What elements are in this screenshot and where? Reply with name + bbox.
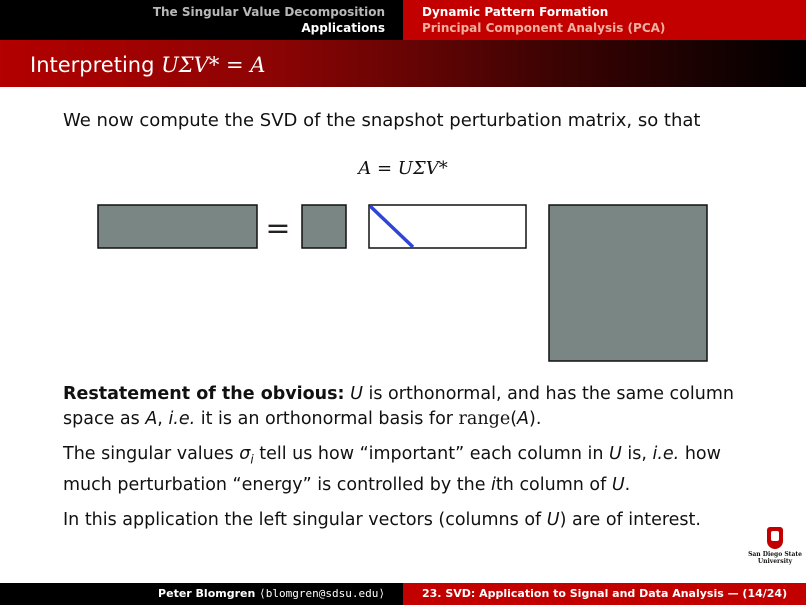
restatement-range: range [458,409,511,429]
footer-email: ⟨blomgren@sdsu.edu⟩ [259,587,385,600]
restatement-text-1: is orthonormal, and has the same column space as [63,384,734,429]
application-u: U [546,509,560,530]
singular-text-5: th column of [495,474,612,495]
university-name-line2: University [757,558,793,565]
university-name-line1: San Diego State [748,551,802,558]
singular-sigma: σ [239,444,251,464]
matrix-u-block [302,205,346,248]
restatement-bold: Restatement of the obvious: [63,384,345,404]
restatement-text-4: ( [510,409,518,429]
footer-author-block [0,583,403,605]
restatement-paragraph [63,382,763,432]
singular-text-1: The singular values [63,444,240,464]
footer-author: Peter Blomgren [158,587,256,600]
frame-title-math: UΣV* = A [161,53,266,77]
frame-title-bar [0,40,806,87]
singular-text-6: . [624,474,631,495]
singular-paragraph [63,442,763,498]
header-section-link[interactable]: The Singular Value Decomposition [152,5,385,19]
application-paragraph [63,508,763,533]
header-current-nav [403,0,806,40]
university-name [747,551,803,565]
header-section-nav [0,0,403,40]
intro-block [63,108,763,133]
diagram-equals-sign: = [265,211,291,246]
footer-bar [0,583,806,605]
singular-sub: i [250,452,254,467]
restatement-a-1: A [145,409,158,429]
restatement-text-5: ). [529,409,542,429]
singular-text-3: is, [621,444,653,464]
singular-ith: i [491,474,496,495]
intro-text: We now compute the SVD of the snapshot perturbation matrix, so that [63,110,701,131]
matrix-a-block [98,205,257,248]
matrix-sigma-block [369,205,526,248]
header-current-subsection-link[interactable]: Principal Component Analysis (PCA) [422,21,666,35]
header-current-section-link[interactable]: Dynamic Pattern Formation [422,5,609,19]
matrix-v-block [549,205,707,361]
restatement-u: U [350,384,363,404]
application-text-1: In this application the left singular vectors (columns of [63,509,547,530]
explanation-block [63,382,763,543]
restatement-text-3: it is an orthonormal basis for [195,409,459,429]
university-seal-icon [767,527,783,549]
singular-u-2: U [611,474,625,495]
header-subsection-link[interactable]: Applications [301,21,385,35]
restatement-a-2: A [517,409,529,429]
header-bar [0,0,806,40]
sigma-diagonal-line [370,206,413,247]
application-text-2: ) are of interest. [559,509,701,530]
footer-slide-info: 23. SVD: Application to Signal and Data Analysis — (14/24) [403,583,806,605]
singular-text-4: how much perturbation “energy” is controlled by the [63,444,721,495]
frame-title-text: Interpreting [30,53,162,77]
singular-u-1: U [609,444,622,464]
restatement-text-2: , [157,409,169,429]
singular-text-2: tell us how “important” each column in [253,444,609,464]
restatement-ie: i.e. [168,409,196,429]
svd-equation: A = UΣV* [358,158,448,179]
university-logo [747,527,803,567]
singular-ie: i.e. [652,444,680,464]
